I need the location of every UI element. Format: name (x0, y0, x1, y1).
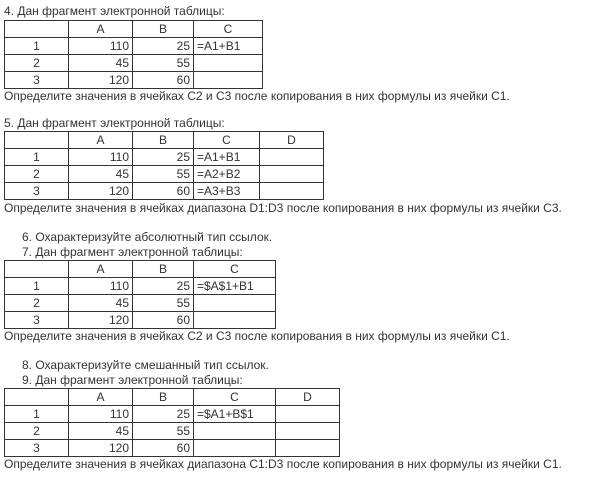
task7-question: Определите значения в ячейках C2 и C3 после копирования в них формулы из ячейки C1. (4, 329, 510, 343)
cell: 45 (69, 55, 133, 72)
task5-table (4, 131, 324, 200)
row-number-cell: 3 (5, 72, 69, 89)
table-row (5, 423, 340, 440)
header-cell: B (133, 389, 194, 406)
cell: 45 (69, 423, 133, 440)
cell: 120 (69, 312, 133, 329)
cell: 120 (69, 72, 133, 89)
cell: 110 (69, 149, 133, 166)
cell: 55 (133, 295, 194, 312)
row-number-cell: 2 (5, 166, 69, 183)
task4-table (4, 20, 263, 89)
row-number-cell: 1 (5, 406, 69, 423)
cell: 25 (133, 278, 194, 295)
cell: 60 (133, 72, 194, 89)
header-cell (5, 132, 69, 149)
header-cell: D (276, 389, 340, 406)
table-row (5, 38, 263, 55)
table-header-row (5, 261, 276, 278)
header-cell: B (133, 21, 194, 38)
cell (260, 166, 324, 183)
table-row (5, 183, 324, 200)
task5-title: 5. Дан фрагмент электронной таблицы: (4, 116, 225, 130)
table-row (5, 166, 324, 183)
cell: 110 (69, 406, 133, 423)
cell: 25 (133, 149, 194, 166)
cell: =A1+B1 (194, 38, 263, 55)
table-header-row (5, 132, 324, 149)
header-cell (5, 261, 69, 278)
task9-title: 9. Дан фрагмент электронной таблицы: (22, 373, 243, 387)
cell: 120 (69, 440, 133, 457)
cell: 55 (133, 55, 194, 72)
cell: =$A1+B$1 (194, 406, 276, 423)
cell: =$A$1+B1 (194, 278, 276, 295)
table-row (5, 406, 340, 423)
task9-question: Определите значения в ячейках диапазона C1:D3 после копирования в них формулы из ячейки C1. (4, 457, 562, 471)
cell: 120 (69, 183, 133, 200)
cell: 60 (133, 312, 194, 329)
cell: 45 (69, 166, 133, 183)
cell (194, 55, 263, 72)
task7-table (4, 260, 276, 329)
header-cell: B (133, 261, 194, 278)
header-cell (5, 389, 69, 406)
row-number-cell: 1 (5, 278, 69, 295)
task5-question: Определите значения в ячейках диапазона D1:D3 после копирования в них формулы из ячейки C3. (4, 201, 562, 215)
table-header-row (5, 21, 263, 38)
row-number-cell: 2 (5, 423, 69, 440)
task9-table (4, 388, 340, 457)
cell: =A3+B3 (194, 183, 260, 200)
table-row (5, 278, 276, 295)
cell: 55 (133, 166, 194, 183)
cell: 60 (133, 183, 194, 200)
cell (276, 406, 340, 423)
cell (260, 183, 324, 200)
cell: 60 (133, 440, 194, 457)
cell: 55 (133, 423, 194, 440)
cell: 110 (69, 38, 133, 55)
header-cell: C (194, 389, 276, 406)
table-row (5, 295, 276, 312)
cell (194, 312, 276, 329)
header-cell: C (194, 132, 260, 149)
table-header-row (5, 389, 340, 406)
header-cell: C (194, 261, 276, 278)
header-cell: A (69, 389, 133, 406)
cell (276, 423, 340, 440)
table-row (5, 149, 324, 166)
cell (194, 295, 276, 312)
header-cell: C (194, 21, 263, 38)
header-cell: A (69, 21, 133, 38)
task6-text: 6. Охарактеризуйте абсолютный тип ссылок. (22, 230, 273, 244)
cell: 45 (69, 295, 133, 312)
task8-text: 8. Охарактеризуйте смешанный тип ссылок. (22, 358, 269, 372)
header-cell: A (69, 132, 133, 149)
header-cell: D (260, 132, 324, 149)
header-cell: B (133, 132, 194, 149)
row-number-cell: 2 (5, 295, 69, 312)
task4-question: Определите значения в ячейках C2 и C3 после копирования в них формулы из ячейки C1. (4, 89, 510, 103)
row-number-cell: 3 (5, 440, 69, 457)
row-number-cell: 3 (5, 183, 69, 200)
cell: =A2+B2 (194, 166, 260, 183)
cell (260, 149, 324, 166)
row-number-cell: 3 (5, 312, 69, 329)
cell: 25 (133, 38, 194, 55)
table-row (5, 440, 340, 457)
task4-title: 4. Дан фрагмент электронной таблицы: (4, 4, 225, 18)
cell (276, 440, 340, 457)
header-cell (5, 21, 69, 38)
cell (194, 423, 276, 440)
cell: 110 (69, 278, 133, 295)
row-number-cell: 2 (5, 55, 69, 72)
table-row (5, 72, 263, 89)
cell (194, 440, 276, 457)
cell: =A1+B1 (194, 149, 260, 166)
cell: 25 (133, 406, 194, 423)
row-number-cell: 1 (5, 38, 69, 55)
task7-title: 7. Дан фрагмент электронной таблицы: (22, 245, 243, 259)
row-number-cell: 1 (5, 149, 69, 166)
cell (194, 72, 263, 89)
table-row (5, 55, 263, 72)
table-row (5, 312, 276, 329)
header-cell: A (69, 261, 133, 278)
